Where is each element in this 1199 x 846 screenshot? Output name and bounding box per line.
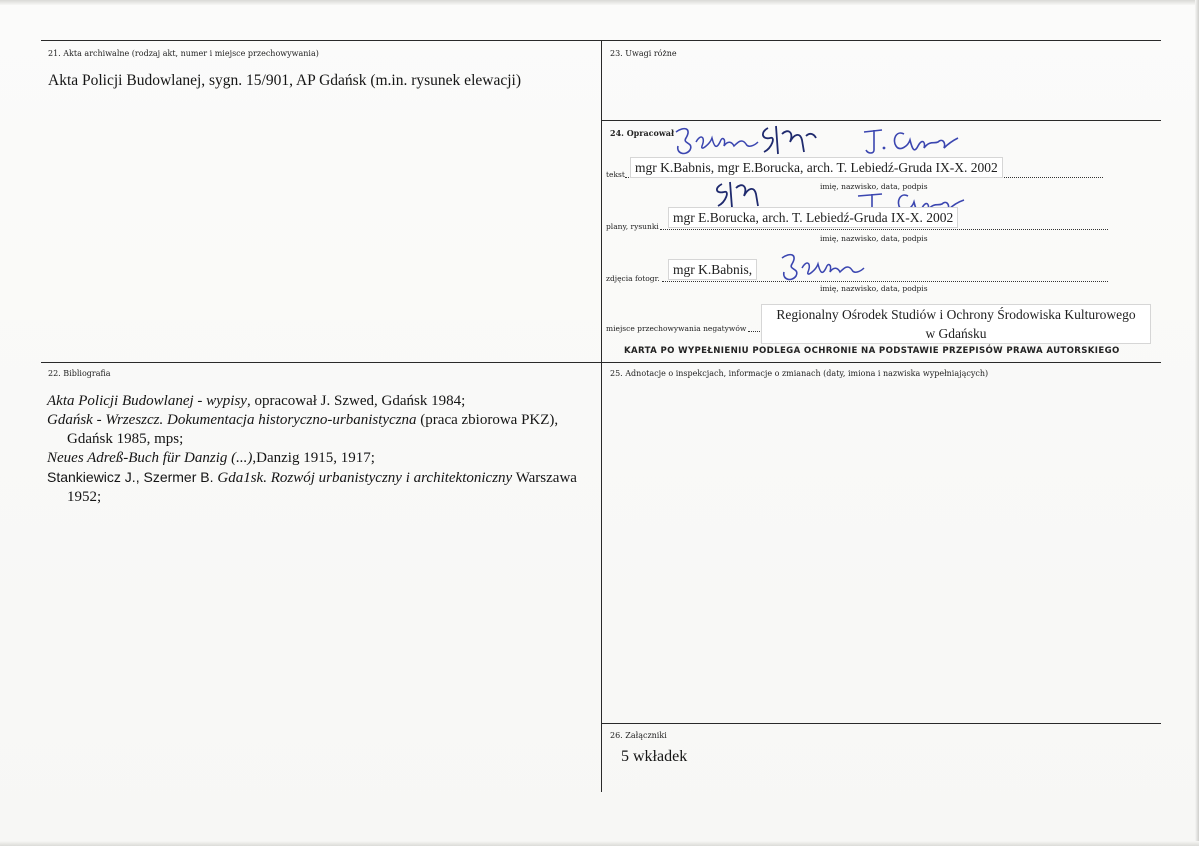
signature-borucka-1 — [758, 122, 820, 158]
negatywy-value — [761, 304, 1151, 344]
section-22-label: 22. Bibliografia — [48, 369, 111, 378]
signature-babnis-1 — [670, 124, 762, 158]
tekst-label: tekst — [606, 170, 625, 179]
bibliography-item: Stankiewicz J., Szermer B. Gda1sk. Rozwój urbanistyczny i architektoniczny Warszawa 1952; — [47, 469, 577, 505]
negatywy-line — [748, 331, 760, 332]
zdjecia-value: mgr K.Babnis, — [668, 259, 757, 280]
plany-line — [660, 229, 1108, 230]
tekst-value: mgr K.Babnis, mgr E.Borucka, arch. T. Lebiedź-Gruda IX-X. 2002 — [630, 157, 1003, 178]
zdjecia-line — [662, 281, 1108, 282]
section-21-label: 21. Akta archiwalne (rodzaj akt, numer i miejsce przechowywania) — [48, 49, 319, 58]
zdjecia-caption: imię, nazwisko, data, podpis — [820, 284, 928, 293]
rule-25-26 — [601, 723, 1161, 724]
section-23-label: 23. Uwagi różne — [610, 49, 677, 58]
signature-lebiedz-1 — [860, 124, 960, 158]
bibliography-item: Gdańsk - Wrzeszcz. Dokumentacja historyczno-urbanistyczna (praca zbiorowa PKZ), Gdańsk 1985, mps; — [47, 412, 559, 447]
section-26-label: 26. Załączniki — [610, 731, 667, 740]
page-edge-top — [0, 0, 1199, 5]
bibliography-item: Akta Policji Budowlanej - wypisy, opracował J. Szwed, Gdańsk 1984; — [47, 393, 466, 409]
tekst-caption: imię, nazwisko, data, podpis — [820, 182, 928, 191]
section-24-label: 24. Opracował — [610, 128, 675, 138]
signature-babnis-2 — [776, 250, 868, 284]
plany-value: mgr E.Borucka, arch. T. Lebiedź-Gruda IX-X. 2002 — [668, 207, 958, 228]
page-edge-bottom — [0, 841, 1199, 846]
plany-label: plany, rysunki — [606, 222, 659, 231]
zdjecia-label: zdjęcia fotogr. — [606, 274, 660, 283]
archive-records-text: Akta Policji Budowlanej, sygn. 15/901, AP Gdańsk (m.in. rysunek elewacji) — [48, 72, 521, 89]
bibliography-item: Neues Adreß-Buch für Danzig (...),Danzig 1915, 1917; — [47, 450, 375, 466]
copyright-notice: KARTA PO WYPEŁNIENIU PODLEGA OCHRONIE NA PODSTAWIE PRZEPISÓW PRAWA AUTORSKIEGO — [624, 346, 1120, 356]
plany-caption: imię, nazwisko, data, podpis — [820, 234, 928, 243]
signature-borucka-2 — [712, 178, 764, 210]
section-25-label: 25. Adnotacje o inspekcjach, informacje o zmianach (daty, imiona i nazwiska wypełniających) — [610, 369, 989, 378]
negatywy-value-line2: w Gdańsku — [925, 326, 987, 341]
page-edge-right — [1195, 0, 1199, 846]
negatywy-label: miejsce przechowywania negatywów — [606, 324, 747, 333]
bibliography-list — [47, 392, 607, 507]
rule-23-24 — [601, 120, 1161, 121]
attachments-text: 5 wkładek — [621, 748, 688, 765]
negatywy-value-line1: Regionalny Ośrodek Studiów i Ochrony Środowiska Kulturowego — [776, 307, 1136, 322]
